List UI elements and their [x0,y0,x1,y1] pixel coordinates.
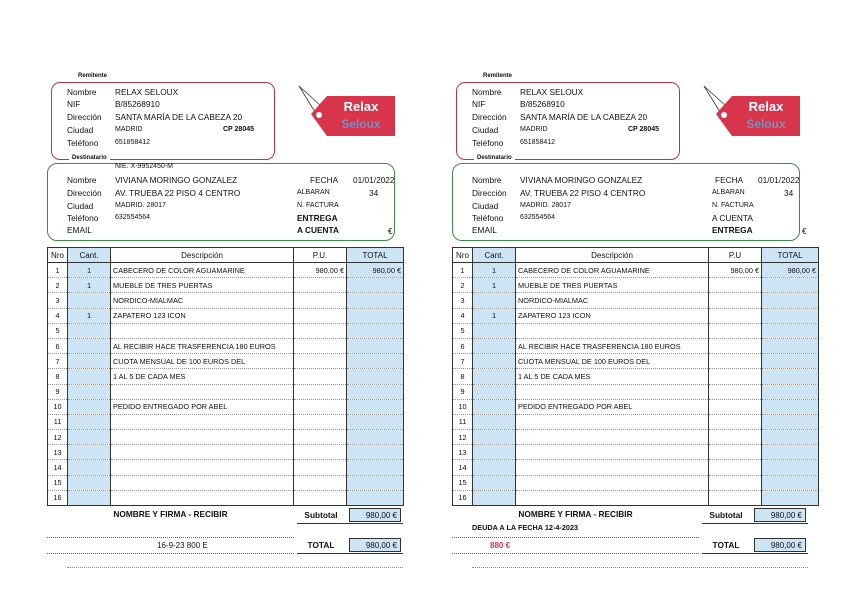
row-description: 1 AL 5 DE CADA MES [111,369,294,384]
row-quantity [68,354,111,369]
table-row [48,323,404,338]
row-quantity [68,293,111,308]
table-row [48,293,404,308]
recipient-phone: 632554564 [520,214,556,221]
row-description: CUOTA MENSUAL DE 100 EUROS DEL [111,354,294,369]
table-row [48,445,404,460]
row-description [516,445,709,460]
row-unit-price [294,460,347,475]
sender-address: SANTA MARÍA DE LA CABEZA 20 [115,112,243,122]
col-nro-header: Nro [453,248,473,263]
fecha-label: FECHA [310,175,339,185]
table-row [453,338,819,353]
albaran-label: ALBARAN [297,189,330,196]
table-row [453,384,819,399]
row-number: 7 [453,354,473,369]
row-quantity: 1 [68,278,111,293]
footer [47,505,403,575]
row-unit-price [294,384,347,399]
sender-name-label: Nombre [472,87,502,97]
total-box [702,538,808,554]
row-quantity [68,460,111,475]
sender-box-label: Remitente [75,73,110,79]
sender-phone-label: Teléfono [67,138,99,148]
col-total-header: TOTAL [347,248,404,263]
row-unit-price [709,323,762,338]
row-number: 13 [453,445,473,460]
row-description [111,445,294,460]
albaran-value: 34 [784,188,794,198]
row-unit-price [709,293,762,308]
row-unit-price [294,475,347,490]
recipient-city-label: Ciudad [67,201,94,211]
row-quantity [473,460,516,475]
sender-postcode: CP 28045 [223,126,255,133]
row-total [762,308,819,323]
table-row [48,460,404,475]
row-unit-price [294,445,347,460]
row-quantity [68,445,111,460]
sender-city: MADRID [115,126,143,133]
row-quantity: 1 [68,308,111,323]
row-total [347,414,404,429]
sender-city-label: Ciudad [472,125,499,135]
signature-area [452,505,699,538]
row-quantity [68,384,111,399]
subtotal-box [702,508,808,524]
row-number: 6 [48,338,68,353]
row-quantity [68,490,111,505]
sender-phone: 651858412 [115,139,151,146]
col-nro-header: Nro [48,248,68,263]
total-label: TOTAL [712,540,740,550]
sender-nif-label: NIF [472,99,486,109]
row-quantity [473,293,516,308]
handwritten-payment-note: 16-9-23 800 E [157,541,208,550]
recipient-address: AV. TRUEBA 22 PISO 4 CENTRO [520,188,646,198]
row-unit-price [709,354,762,369]
row-description: PEDIDO ENTREGADO POR ABEL [111,399,294,414]
row-unit-price [709,369,762,384]
row-unit-price [709,445,762,460]
row-total [762,293,819,308]
row-number: 2 [453,278,473,293]
row-description [516,475,709,490]
table-row [48,278,404,293]
row-number: 1 [48,263,68,278]
row-number: 5 [48,323,68,338]
row-number: 10 [453,399,473,414]
sender-address-label: Dirección [472,112,507,122]
row-description: CABECERO DE COLOR AGUAMARINE [516,263,709,278]
logo-line1: Relax [343,99,379,114]
row-number: 13 [48,445,68,460]
subtotal-label: Subtotal [304,510,338,520]
col-pu-header: P.U. [294,248,347,263]
table-row [453,323,819,338]
row-total [347,490,404,505]
row-quantity [473,490,516,505]
row-total [347,293,404,308]
row-description: CUOTA MENSUAL DE 100 EUROS DEL [516,354,709,369]
table-row [48,399,404,414]
row-number: 11 [453,414,473,429]
col-total-header: TOTAL [762,248,819,263]
signature-title: NOMBRE Y FIRMA - RECIBIR [113,509,228,519]
row-total [347,338,404,353]
row-description: 1 AL 5 DE CADA MES [516,369,709,384]
nfactura-label: N. FACTURA [297,202,339,209]
relax-seloux-logo-tag [700,84,810,144]
table-row [453,308,819,323]
table-row [48,354,404,369]
table-row [453,369,819,384]
row-total [347,278,404,293]
logo-line1: Relax [748,99,784,114]
row-quantity [68,369,111,384]
row-total [347,399,404,414]
recipient-address: AV. TRUEBA 22 PISO 4 CENTRO [115,188,241,198]
row-total [347,445,404,460]
entrega-label: ENTREGA [297,213,338,223]
subtotal-value: 980,00 € [754,508,806,522]
table-row [48,475,404,490]
row-number: 3 [48,293,68,308]
row-total [762,354,819,369]
euro-sign: € [388,226,393,236]
row-total [762,323,819,338]
row-unit-price [709,278,762,293]
total-value: 980,00 € [349,538,401,552]
row-description [111,414,294,429]
row-number: 1 [453,263,473,278]
row-unit-price [709,414,762,429]
row-description: CABECERO DE COLOR AGUAMARINE [111,263,294,278]
col-desc-header: Descripción [516,248,709,263]
dotted-line [472,567,808,568]
sender-city: MADRID [520,126,548,133]
delivery-note-right [452,70,816,580]
row-quantity [68,430,111,445]
dotted-line [67,567,403,568]
nfactura-label: N. FACTURA [712,202,754,209]
row-total [762,475,819,490]
row-quantity [68,475,111,490]
row-description [111,475,294,490]
row-unit-price [709,460,762,475]
table-row [453,293,819,308]
col-cant-header: Cant. [473,248,516,263]
row-number: 14 [453,460,473,475]
row-quantity [473,354,516,369]
row-number: 15 [453,475,473,490]
row-total [762,338,819,353]
row-quantity [68,414,111,429]
fecha-value: 01/01/2022 [353,175,395,185]
row-number: 11 [48,414,68,429]
row-quantity [68,338,111,353]
sender-name-row: Nombre [67,87,97,97]
row-description: NORDICO-MIALMAC [516,293,709,308]
recipient-box-label: Destinatario [69,155,110,161]
row-total [347,430,404,445]
row-quantity [473,475,516,490]
row-description [111,490,294,505]
col-desc-header: Descripción [111,248,294,263]
col-pu-header: P.U [709,248,762,263]
row-number: 8 [48,369,68,384]
row-description: MUEBLE DE TRES PUERTAS [516,278,709,293]
row-total [347,460,404,475]
signature-area [47,505,294,538]
sender-city-label: Ciudad [67,125,94,135]
row-description: AL RECIBIR HACE TRASFERENCIA 180 EUROS [111,338,294,353]
row-description: ZAPATERO 123 ICON [111,308,294,323]
row-unit-price [709,399,762,414]
row-description [111,430,294,445]
row-number: 16 [48,490,68,505]
recipient-city: MADRID. 28017 [520,202,571,209]
recipient-city-label: Ciudad [472,201,499,211]
row-total: 980,00 € [347,263,404,278]
row-number: 15 [48,475,68,490]
row-description: MUEBLE DE TRES PUERTAS [111,278,294,293]
row-total [347,475,404,490]
table-row [453,460,819,475]
row-quantity [473,384,516,399]
row-quantity [473,414,516,429]
table-row [453,414,819,429]
row-total [762,490,819,505]
row-quantity [473,399,516,414]
table-row [48,263,404,278]
table-row [453,354,819,369]
recipient-city: MADRID. 28017 [115,202,166,209]
recipient-address-label: Dirección [67,188,102,198]
row-unit-price [294,308,347,323]
debt-amount: 880 € [490,541,511,550]
table-row [453,475,819,490]
row-unit-price: 980,00 € [294,263,347,278]
sender-name: RELAX SELOUX [115,87,179,97]
table-row [48,430,404,445]
recipient-email-label: EMAIL [472,225,497,235]
entrega-label: ENTREGA [712,225,753,235]
row-number: 3 [453,293,473,308]
row-quantity: 1 [473,278,516,293]
sender-nif-label: NIF [67,99,81,109]
col-cant-header: Cant. [68,248,111,263]
table-row [48,308,404,323]
row-number: 4 [453,308,473,323]
row-number: 10 [48,399,68,414]
table-row [48,490,404,505]
row-unit-price [709,430,762,445]
row-unit-price [294,278,347,293]
sender-address-label: Dirección [67,112,102,122]
row-unit-price [709,490,762,505]
recipient-phone: 632554564 [115,214,151,221]
row-description [516,414,709,429]
recipient-email-label: EMAIL [67,225,92,235]
recipient-name: VIVIANA MORINGO GONZALEZ [520,175,643,185]
row-number: 14 [48,460,68,475]
row-quantity: 1 [473,308,516,323]
row-description [516,384,709,399]
albaran-value: 34 [369,188,379,198]
row-number: 16 [453,490,473,505]
logo-line2: Seloux [341,117,381,131]
row-total [347,354,404,369]
row-unit-price [294,354,347,369]
row-description: AL RECIBIR HACE TRASFERENCIA 180 EUROS [516,338,709,353]
row-unit-price [294,399,347,414]
row-number: 9 [453,384,473,399]
note-line [47,536,294,554]
row-unit-price: 980,00 € [709,263,762,278]
recipient-name-label: Nombre [67,175,97,185]
a-cuenta-label: A CUENTA [297,225,339,235]
euro-sign: € [802,226,807,236]
row-description [111,323,294,338]
debt-note: DEUDA A LA FECHA 12-4-2023 [472,523,579,532]
row-total [762,430,819,445]
row-description [111,460,294,475]
row-quantity: 1 [68,263,111,278]
row-total [347,308,404,323]
subtotal-value: 980,00 € [349,508,401,522]
table-row [453,490,819,505]
recipient-phone-label: Teléfono [67,213,99,223]
table-row [48,338,404,353]
total-label: TOTAL [307,540,335,550]
row-number: 7 [48,354,68,369]
row-description: NORDICO-MIALMAC [111,293,294,308]
row-quantity [473,430,516,445]
footer [452,505,808,575]
table-row [453,399,819,414]
recipient-name-label: Nombre [472,175,502,185]
row-description [516,490,709,505]
sender-nif: B/85268910 [520,99,565,109]
sender-address: SANTA MARÍA DE LA CABEZA 20 [520,112,648,122]
row-number: 6 [453,338,473,353]
row-total: 980,00 € [762,263,819,278]
row-number: 4 [48,308,68,323]
table-row [48,369,404,384]
row-quantity [473,323,516,338]
sender-phone-label: Teléfono [472,138,504,148]
row-description [516,323,709,338]
row-quantity [68,323,111,338]
row-unit-price [294,490,347,505]
row-unit-price [709,308,762,323]
sender-phone: 651858412 [520,139,556,146]
row-number: 9 [48,384,68,399]
table-row [453,263,819,278]
sender-box-label: Remitente [480,73,515,79]
relax-seloux-logo-tag [295,84,405,144]
row-description [516,460,709,475]
row-description: PEDIDO ENTREGADO POR ABEL [516,399,709,414]
row-number: 12 [48,430,68,445]
items-table [452,247,819,506]
a-cuenta-label: A CUENTA [712,213,753,223]
row-total [762,460,819,475]
row-unit-price [294,414,347,429]
total-box [297,538,403,554]
row-quantity [473,338,516,353]
row-quantity: 1 [473,263,516,278]
fecha-label: FECHA [715,175,744,185]
subtotal-box [297,508,403,524]
sender-name: RELAX SELOUX [520,87,584,97]
signature-title: NOMBRE Y FIRMA - RECIBIR [518,509,633,519]
table-row [48,384,404,399]
row-total [347,369,404,384]
items-table [47,247,404,506]
total-value: 980,00 € [754,538,806,552]
recipient-name: VIVIANA MORINGO GONZALEZ [115,175,238,185]
sender-nif: B/85268910 [115,99,160,109]
row-unit-price [294,338,347,353]
row-total [347,323,404,338]
table-row [453,430,819,445]
row-total [762,369,819,384]
row-total [762,278,819,293]
row-total [762,384,819,399]
row-description [111,384,294,399]
table-row [453,278,819,293]
row-description [516,430,709,445]
row-unit-price [709,475,762,490]
row-unit-price [709,338,762,353]
table-row [453,445,819,460]
note-line [452,536,699,554]
row-quantity [473,445,516,460]
row-number: 12 [453,430,473,445]
recipient-address-label: Dirección [472,188,507,198]
row-unit-price [294,369,347,384]
row-unit-price [709,384,762,399]
recipient-phone-label: Teléfono [472,213,504,223]
subtotal-label: Subtotal [709,510,743,520]
row-quantity [68,399,111,414]
row-description: ZAPATERO 123 ICON [516,308,709,323]
row-number: 8 [453,369,473,384]
albaran-label: ALBARAN [712,189,745,196]
fecha-value: 01/01/2022 [758,175,800,185]
row-total [762,445,819,460]
row-unit-price [294,293,347,308]
row-quantity [473,369,516,384]
row-unit-price [294,430,347,445]
row-number: 2 [48,278,68,293]
row-total [762,414,819,429]
row-number: 5 [453,323,473,338]
table-row [48,414,404,429]
recipient-box-label: Destinatario [474,155,515,161]
recipient-nie: NIE. X-9952450-M [115,163,173,170]
row-total [762,399,819,414]
logo-line2: Seloux [746,117,786,131]
delivery-note-left [47,70,407,580]
sender-postcode: CP 28045 [628,126,660,133]
row-total [347,384,404,399]
row-unit-price [294,323,347,338]
